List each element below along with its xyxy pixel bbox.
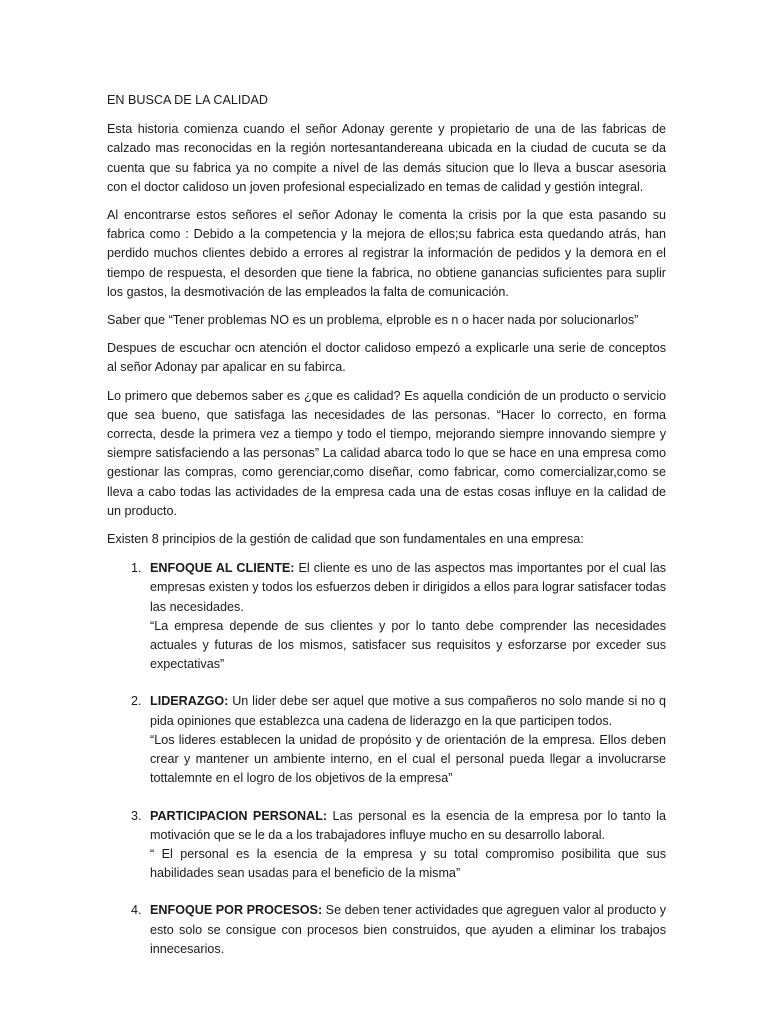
- principle-quote: “Los lideres establecen la unidad de propósito y de orientación de la empresa. Ellos deben crear y mantener un ambiente interno, en el cual el personal pueda llegar a involucrarse tottalemnte en el logro de los objetivos de la empresa”: [150, 732, 666, 786]
- document-body: [107, 91, 666, 977]
- list-number: 4.: [131, 903, 142, 918]
- paragraph-principles-intro: Existen 8 principios de la gestión de calidad que son fundamentales en una empresa:: [107, 532, 584, 547]
- principle-text: Se deben tener actividades que agreguen valor al producto y esto solo se consigue con procesos bien construidos, que ayuden a eliminar los trabajos innecesarios.: [150, 903, 666, 956]
- principle-quote: “La empresa depende de sus clientes y por lo tanto debe comprender las necesidades actuales y futuras de los mismos, satisfacer sus requisitos y esforzarse por exceder sus expectativas”: [150, 618, 666, 672]
- paragraph-quote: Saber que “Tener problemas NO es un problema, elproble es n o hacer nada por solucionarlos”: [107, 313, 639, 328]
- principle-heading: PARTICIPACION PERSONAL:: [150, 808, 328, 823]
- principle-text: Las personal es la esencia de la empresa por lo tanto la motivación que se le da a los trabajadores influye mucho en su desarrollo laboral.: [150, 808, 666, 842]
- principle-heading: ENFOQUE AL CLIENTE:: [150, 561, 295, 576]
- list-item: [107, 559, 666, 674]
- principles-list: [107, 559, 666, 959]
- list-number: 2.: [131, 694, 142, 709]
- principle-heading: ENFOQUE POR PROCESOS:: [150, 903, 323, 918]
- principle-heading: LIDERAZGO:: [150, 694, 229, 709]
- principle-text: El cliente es uno de las aspectos mas importantes por el cual las empresas existen y todos los esfuerzos deben ir dirigidos a ellos para lograr satisfacer todas las necesidades.: [150, 561, 666, 614]
- paragraph-crisis: Al encontrarse estos señores el señor Adonay le comenta la crisis por la que esta pasando su fabrica como : Debido a la competencia y la mejora de ellos;su fabrica esta quedando atrás, han perdido muchos clientes debido a errores al registrar la información de pedidos y la demora en el tiempo de respuesta, el desorden que tiene la fabrica, no obtiene ganancias suficientes para suplir los gastos, la desmotivación de las empleados la falta de comunicación.: [107, 208, 666, 299]
- list-item: [107, 692, 666, 788]
- principle-quote: “ El personal es la esencia de la empresa y su total compromiso posibilita que sus habilidades sean usadas para el beneficio de la misma”: [150, 846, 666, 881]
- list-item: [107, 807, 666, 884]
- document-title: EN BUSCA DE LA CALIDAD: [107, 93, 268, 107]
- paragraph-explanation: Despues de escuchar ocn atención el doctor calidoso empezó a explicarle una serie de conceptos al señor Adonay par apalicar en su fabirca.: [107, 341, 666, 375]
- paragraph-intro: Esta historia comienza cuando el señor Adonay gerente y propietario de una de las fabricas de calzado mas reconocidas en la región nortesantandereana ubicada en la ciudad de cucuta se da cuenta que su fabrica ya no compite a nivel de las demás situcion que lo lleva a buscar asesoria con el doctor calidoso un joven profesional especializado en temas de calidad y gestión integral.: [107, 122, 666, 194]
- paragraph-quality-definition: Lo primero que debemos saber es ¿que es calidad? Es aquella condición de un producto o servicio que sea bueno, que satisfaga las necesidades de las personas. “Hacer lo correcto, en forma correcta, desde la primera vez a tiempo y todo el tiempo, mejorando siempre innovando siempre y siempre satisfaciendo a las personas” La calidad abarca todo lo que se hace en una empresa como gestionar las compras, como gerenciar,como diseñar, como fabricar, como comercializar,como se lleva a cabo todas las actividades de la empresa cada una de estas cosas influye en la calidad de un producto.: [107, 388, 666, 518]
- list-item: [107, 901, 666, 959]
- list-number: 3.: [131, 808, 142, 823]
- principle-text: Un lider debe ser aquel que motive a sus compañeros no solo mande si no q pida opiniones que establezca una cadena de liderazgo en la que participen todos.: [150, 694, 666, 728]
- list-number: 1.: [131, 561, 142, 576]
